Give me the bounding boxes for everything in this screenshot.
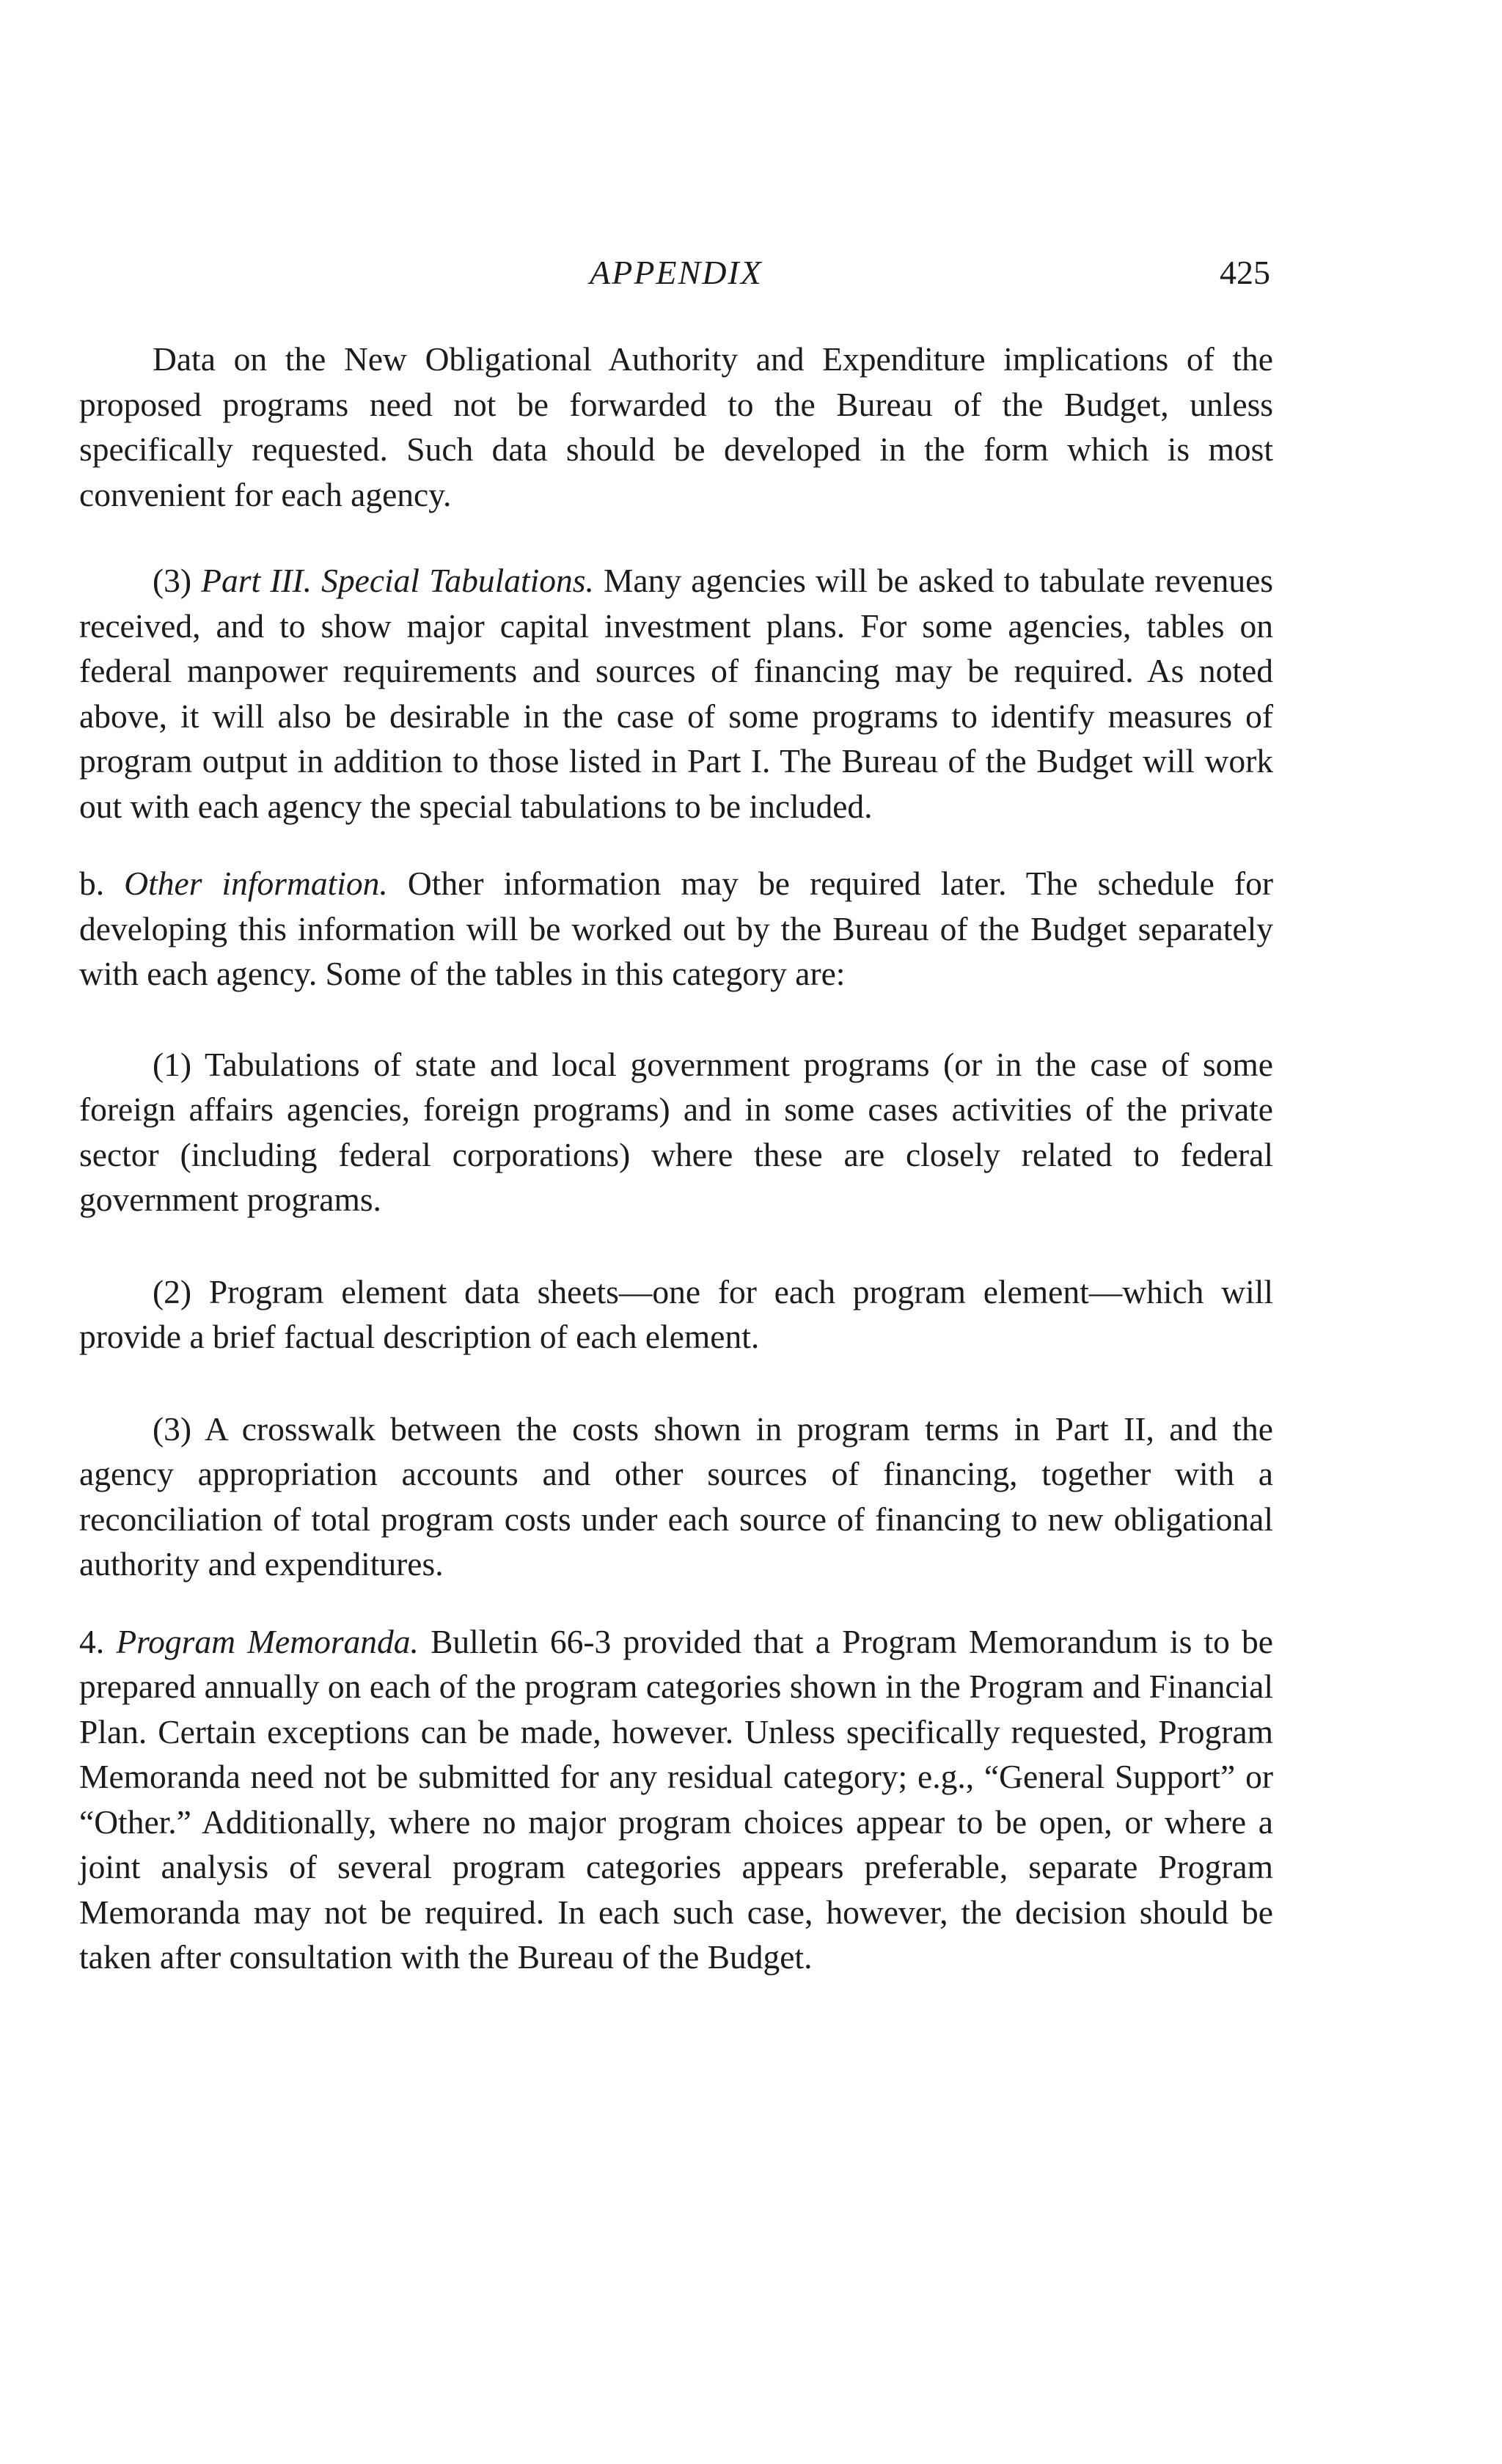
item-number: b. <box>79 865 125 902</box>
running-head-title: APPENDIX <box>590 254 763 291</box>
paragraph-program-memoranda <box>79 1619 1273 1980</box>
paragraph-other-information <box>79 861 1273 997</box>
item-number: (3) <box>153 562 202 599</box>
paragraph-element-data-sheets: (2) Program element data sheets—one for each program element—which will provide a brief factual description of each element. <box>79 1272 1273 1355</box>
paragraph-crosswalk: (3) A crosswalk between the costs shown in program terms in Part II, and the agency appropriation accounts and other sources of financing, together with a reconciliation of total program costs under each source of financing to new obligational authority and expenditures. <box>79 1409 1273 1583</box>
paragraph-noa-data: Data on the New Obligational Authority and Expenditure implications of the proposed programs need not be forwarded to the Bureau of the Budget, unless specifically requested. Such data should be developed in the form which is most convenient for each agency. <box>79 340 1273 513</box>
section-heading: Other information. <box>124 865 388 902</box>
paragraph-body: Other information may be required later. The schedule for developing this information will be worked out by the Bureau of the Budget separately with each agency. Some of the tables in this category are: <box>79 865 1273 992</box>
paragraph-body: Bulletin 66-3 provided that a Program Memorandum is to be prepared annually on each of the program categories shown in the Program and Financial Plan. Certain exceptions can be made, however. Unless specifically requested, Program Memoranda need not be submitted for any residual category; e.g., “General Support” or “Other.” Additionally, where no major program choices appear to be open, or where a joint analysis of several program categories appears preferable, separate Program Memoranda may not be required. In each such case, however, the decision should be taken after consultation with the Bureau of the Budget. <box>79 1622 1273 1976</box>
item-number: 4. <box>79 1622 117 1660</box>
section-heading: Program Memoranda. <box>116 1622 419 1660</box>
running-head <box>79 253 1273 297</box>
paragraph-tabulations-programs: (1) Tabulations of state and local government programs (or in the case of some foreign affairs agencies, foreign programs) and in some cases activities of the private sector (including federal corporations) where these are closely related to federal government programs. <box>79 1045 1273 1218</box>
document-page <box>79 253 1273 1980</box>
paragraph-body: Many agencies will be asked to tabulate revenues received, and to show major capital investment plans. For some agencies, tables on federal manpower requirements and sources of financing may be required. As noted above, it will also be desirable in the case of some programs to identify measures of program output in addition to those listed in Part I. The Bureau of the Budget will work out with each agency the special tabulations to be included. <box>79 562 1274 825</box>
section-heading: Part III. Special Tabulations. <box>201 562 594 599</box>
paragraph-special-tabulations <box>79 558 1273 829</box>
page-number: 425 <box>1220 254 1270 291</box>
